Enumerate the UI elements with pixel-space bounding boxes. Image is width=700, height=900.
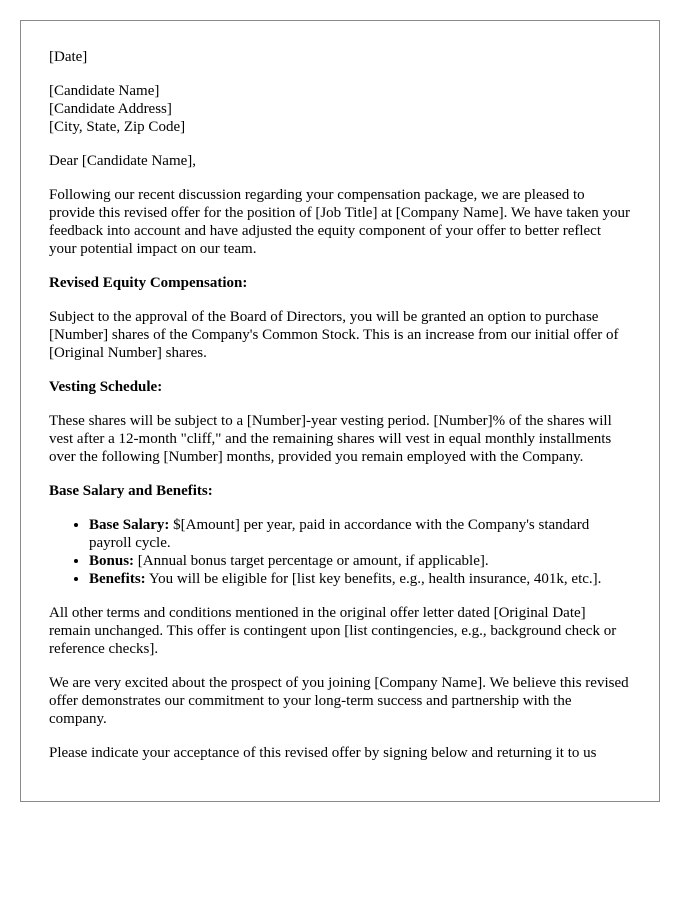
acceptance-paragraph: Please indicate your acceptance of this revised offer by signing below and returning it to us (49, 745, 597, 761)
letter-page (20, 20, 660, 802)
salutation: Dear [Candidate Name], (49, 153, 197, 169)
list-item-label: Base Salary: (89, 517, 170, 533)
salary-heading: Base Salary and Benefits: (49, 483, 213, 499)
equity-heading: Revised Equity Compensation: (49, 275, 248, 291)
recipient-city: [City, State, Zip Code] (49, 119, 186, 135)
intro-paragraph: Following our recent discussion regarding your compensation package, we are pleased to provide this revised offer for the position of [Job Title] at [Company Name]. We have taken your feedback into account and have adjusted the equity component of your offer to better reflect your potential impact on our team. (49, 187, 631, 257)
letter-body (21, 21, 659, 762)
letter-date: [Date] (49, 49, 88, 65)
excited-paragraph: We are very excited about the prospect of you joining [Company Name]. We believe this revised offer demonstrates our commitment to your long-term success and partnership with the company. (49, 675, 629, 727)
recipient-address (49, 82, 631, 136)
list-item-label: Bonus: (89, 553, 135, 569)
vesting-heading: Vesting Schedule: (49, 379, 163, 395)
equity-paragraph: Subject to the approval of the Board of Directors, you will be granted an option to purchase [Number] shares of the Company's Common Stock. This is an increase from our initial offer of [Original Number] shares. (49, 309, 619, 361)
terms-paragraph: All other terms and conditions mentioned in the original offer letter dated [Original Date] remain unchanged. This offer is contingent upon [list contingencies, e.g., background check or reference checks]. (49, 605, 617, 657)
list-item-text: $[Amount] per year, paid in accordance with the Company's standard payroll cycle. (89, 517, 590, 551)
list-item-text: [Annual bonus target percentage or amount, if applicable]. (134, 553, 489, 569)
benefits-list (49, 516, 631, 588)
list-item-bonus (89, 552, 631, 570)
list-item-base-salary (89, 516, 631, 552)
list-item-benefits (89, 570, 631, 588)
list-item-label: Benefits: (89, 571, 146, 587)
recipient-street: [Candidate Address] (49, 101, 172, 117)
vesting-paragraph: These shares will be subject to a [Number]-year vesting period. [Number]% of the shares will vest after a 12-month "cliff," and the remaining shares will vest in equal monthly installments over the following [Number] months, provided you remain employed with the Company. (49, 413, 612, 465)
recipient-name: [Candidate Name] (49, 83, 160, 99)
list-item-text: You will be eligible for [list key benefits, e.g., health insurance, 401k, etc.]. (145, 571, 602, 587)
